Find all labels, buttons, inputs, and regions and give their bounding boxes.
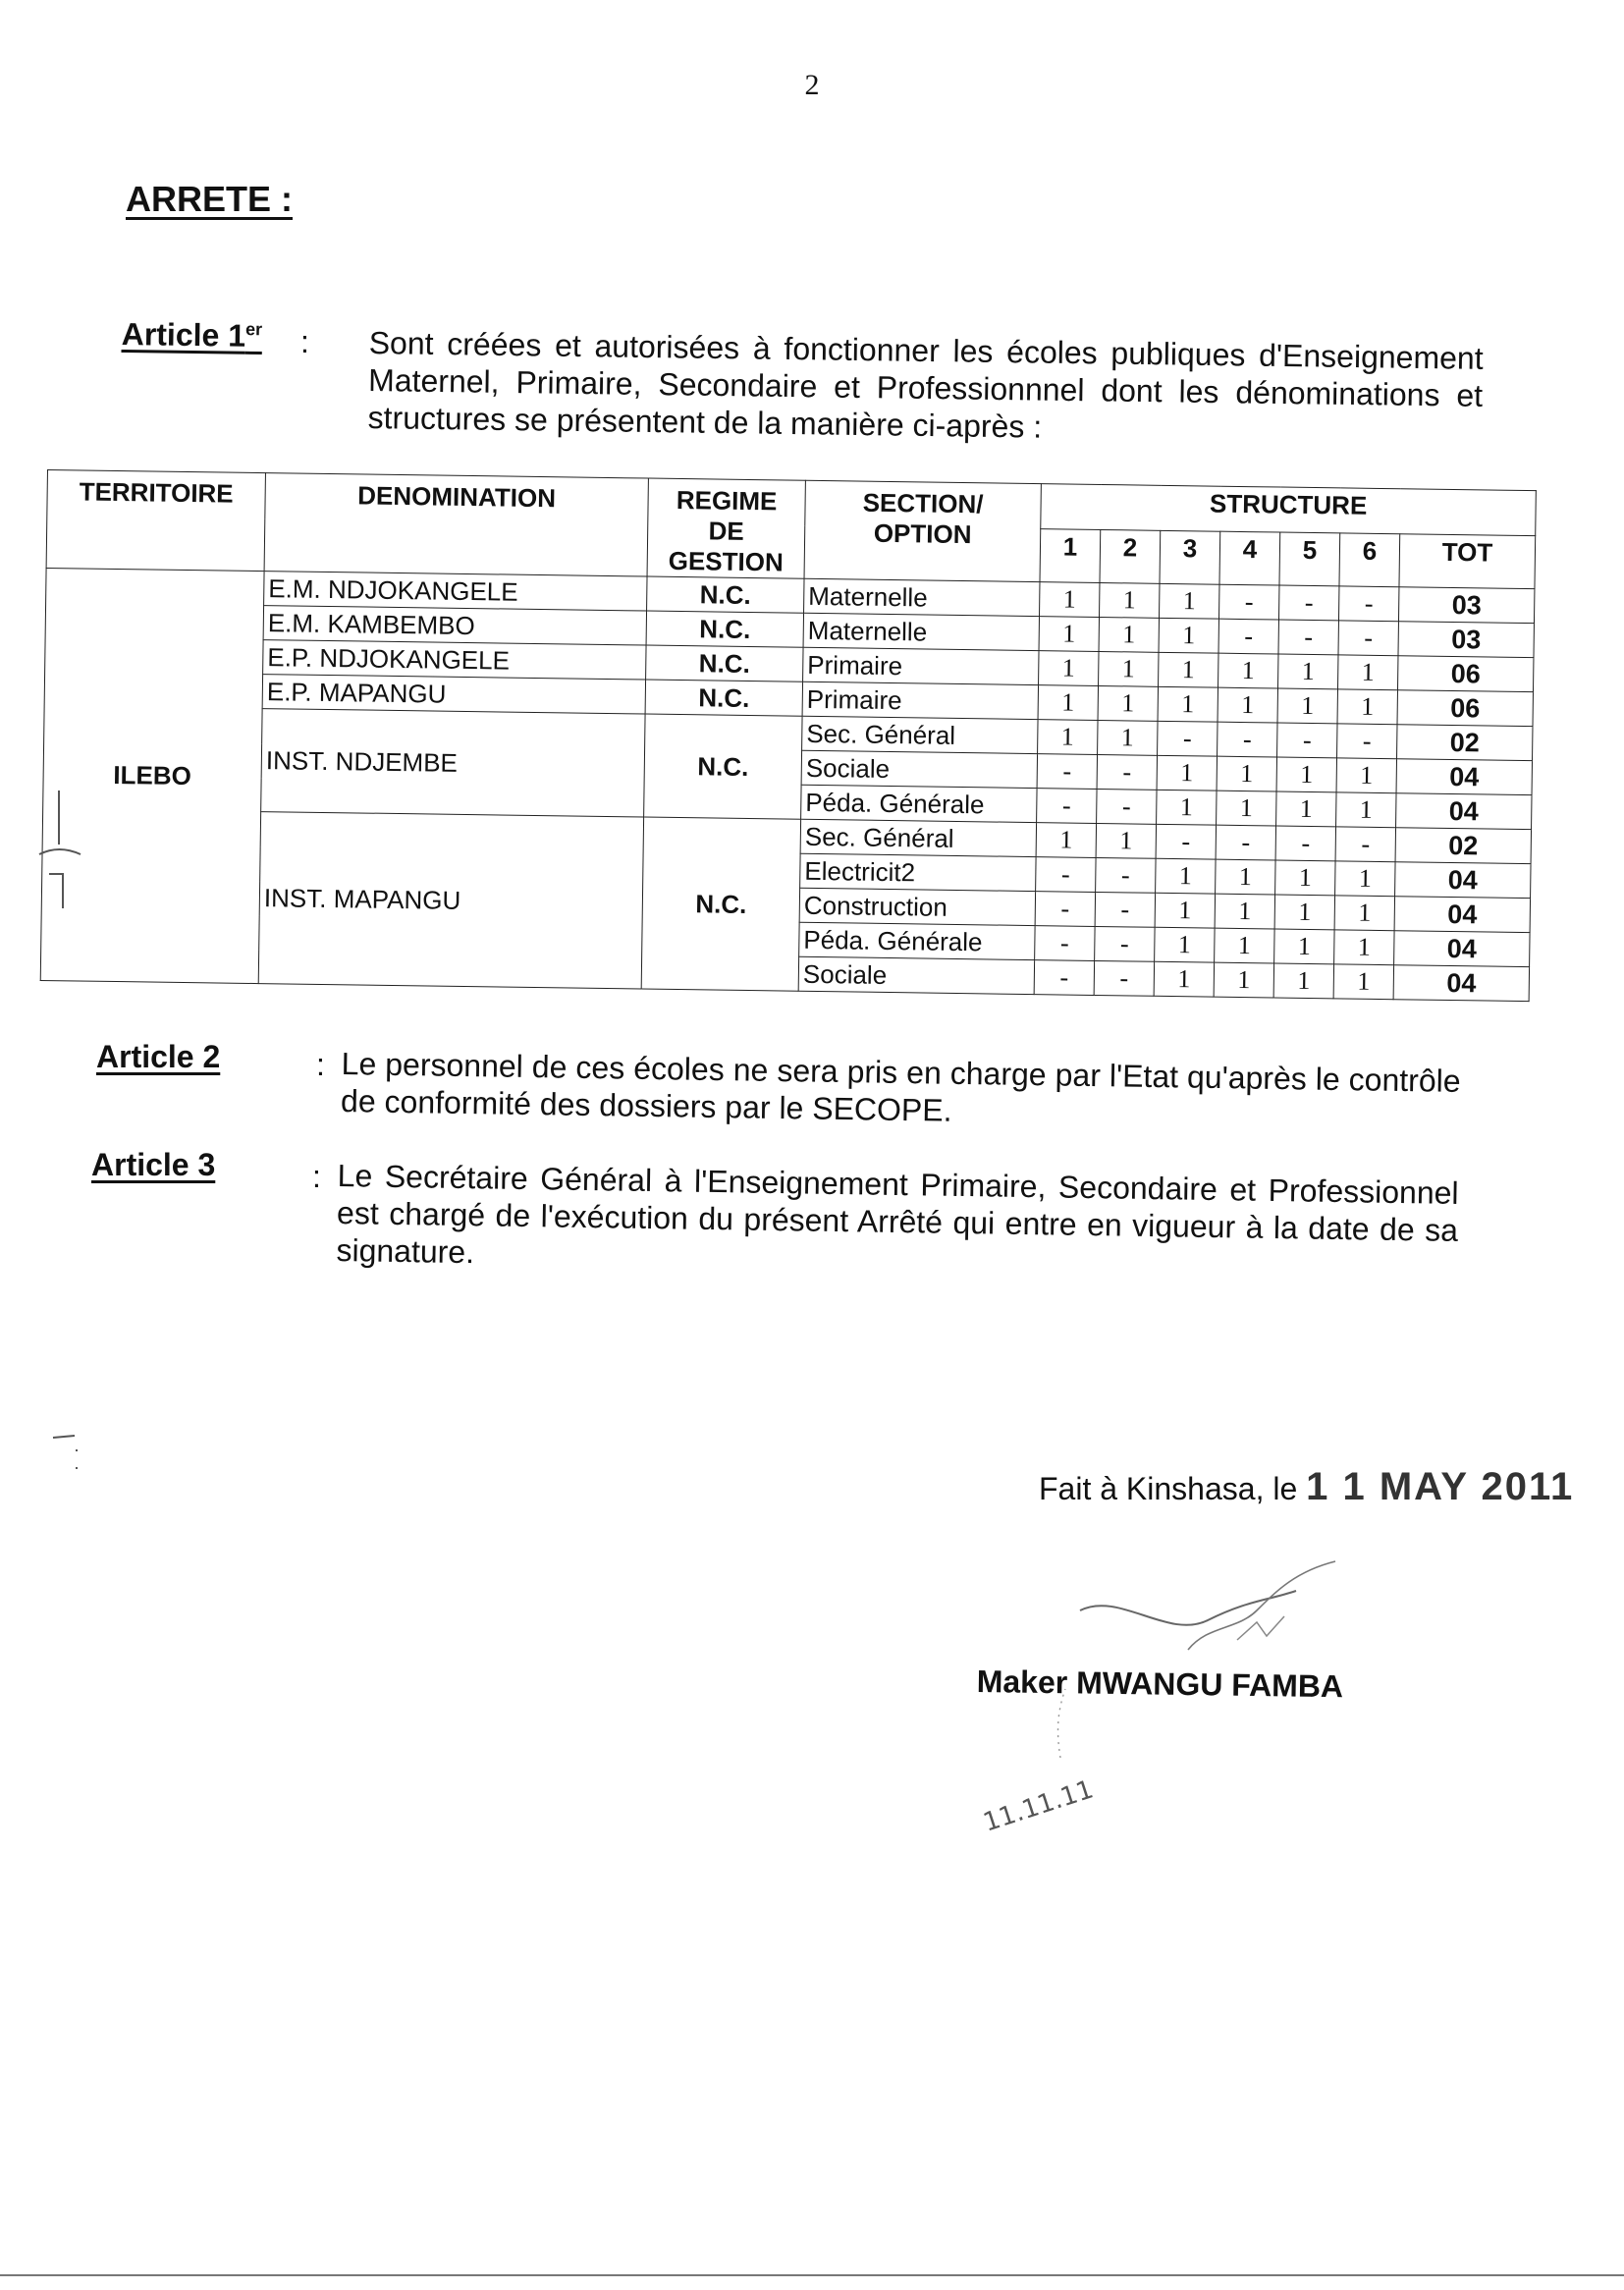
header-section-line-1: SECTION/: [862, 487, 984, 519]
section-cell: Péda. Générale: [799, 922, 1035, 959]
header-regime: [647, 478, 805, 578]
structure-cell: 1: [1274, 895, 1334, 930]
section-cell: Electricit2: [800, 853, 1036, 891]
structure-cell: 1: [1100, 582, 1160, 618]
structure-cell: 1: [1217, 791, 1276, 826]
structure-cell: -: [1158, 721, 1218, 756]
denomination-cell: INST. MAPANGU: [258, 812, 643, 989]
header-col-6: 6: [1339, 533, 1400, 587]
structure-cell: 1: [1273, 963, 1333, 999]
structure-cell: -: [1156, 824, 1216, 859]
structure-cell: -: [1338, 621, 1398, 656]
header-col-1: 1: [1040, 529, 1101, 583]
article-2-label: Article 2: [96, 1039, 221, 1074]
section-cell: Sec. Général: [800, 819, 1036, 856]
article-3-text: Le Secrétaire Général à l'Enseignement Primaire, Secondaire et Professionnel est chargé de l'exécution du présent Arrêté qui entre en vigueur à la date de sa signature.: [336, 1157, 1459, 1271]
margin-bracket-mark: [20, 786, 88, 913]
denomination-cell: INST. NDJEMBE: [261, 709, 645, 817]
structure-cell: 1: [1337, 689, 1397, 725]
header-col-2: 2: [1100, 530, 1161, 584]
header-col-3: 3: [1160, 531, 1220, 585]
structure-cell: 1: [1099, 651, 1159, 686]
structure-cell: 1: [1036, 823, 1096, 858]
structure-cell: 1: [1334, 930, 1394, 965]
structure-cell: -: [1095, 892, 1155, 927]
structure-cell: -: [1218, 584, 1278, 620]
structure-cell: -: [1338, 586, 1398, 622]
total-cell: 04: [1393, 965, 1530, 1002]
structure-cell: 1: [1215, 928, 1274, 963]
section-cell: Maternelle: [804, 578, 1040, 616]
article-3-colon: :: [312, 1159, 321, 1194]
denomination-cell: E.M. NDJOKANGELE: [264, 572, 647, 611]
structure-cell: 1: [1040, 582, 1100, 618]
total-cell: 03: [1398, 622, 1535, 658]
section-cell: Primaire: [802, 682, 1038, 719]
structure-cell: -: [1216, 825, 1275, 860]
section-cell: Maternelle: [803, 613, 1039, 650]
structure-cell: -: [1275, 826, 1335, 861]
structure-cell: -: [1097, 789, 1157, 824]
structure-cell: 1: [1336, 792, 1396, 828]
structure-cell: 1: [1156, 858, 1216, 894]
regime-cell: N.C.: [646, 645, 803, 682]
structure-cell: 1: [1218, 687, 1277, 723]
header-regime-line-1: REGIME: [676, 484, 778, 517]
header-regime-line-2: DE: [708, 516, 744, 546]
structure-cell: 1: [1214, 962, 1273, 998]
structure-cell: -: [1037, 789, 1097, 824]
denomination-cell: E.P. MAPANGU: [262, 675, 645, 714]
section-cell: Péda. Générale: [801, 785, 1037, 822]
structure-cell: 1: [1159, 652, 1218, 687]
territoire-cell: ILEBO: [40, 568, 264, 983]
structure-cell: 1: [1333, 964, 1393, 1000]
total-cell: 04: [1394, 897, 1531, 933]
structure-cell: 1: [1276, 791, 1336, 827]
article-1-label: [121, 316, 262, 354]
structure-cell: -: [1218, 619, 1278, 654]
section-cell: Sociale: [798, 956, 1034, 994]
scan-edge-line: [0, 2274, 1624, 2276]
structure-cell: 1: [1159, 618, 1218, 653]
total-cell: 06: [1397, 690, 1534, 727]
place-text: Fait à Kinshasa, le: [1039, 1471, 1298, 1506]
structure-cell: 1: [1334, 896, 1394, 931]
section-cell: Primaire: [803, 647, 1039, 684]
structure-cell: 1: [1216, 859, 1275, 895]
structure-cell: 1: [1275, 860, 1335, 896]
article-2-text: Le personnel de ces écoles ne sera pris en charge par l'Etat qu'après le contrôle de conformité des dossiers par le SECOPE.: [340, 1045, 1461, 1128]
total-cell: 03: [1398, 587, 1535, 624]
article-2-colon: :: [316, 1047, 325, 1082]
signature-annotation: 11.11.11: [979, 1774, 1098, 1838]
article-1-label-main: Article 1: [121, 316, 246, 354]
header-section: [804, 480, 1041, 581]
structure-cell: 1: [1039, 617, 1099, 652]
structure-cell: -: [1278, 585, 1338, 621]
structure-cell: -: [1278, 620, 1338, 655]
place-and-date: [1039, 1465, 1574, 1509]
structure-cell: -: [1037, 754, 1097, 790]
structure-cell: -: [1337, 724, 1397, 759]
total-cell: 02: [1395, 828, 1532, 864]
structure-cell: 1: [1336, 758, 1396, 793]
total-cell: 04: [1394, 931, 1531, 967]
header-col-5: 5: [1279, 532, 1340, 586]
page-number: 2: [804, 69, 820, 101]
total-cell: 04: [1396, 759, 1533, 795]
date-stamp: 1 1 MAY 2011: [1306, 1465, 1575, 1508]
denomination-cell: E.P. NDJOKANGELE: [263, 640, 646, 680]
header-regime-line-3: GESTION: [668, 545, 784, 577]
structure-cell: 1: [1159, 583, 1218, 619]
arrete-heading: ARRETE :: [126, 179, 293, 219]
total-cell: 04: [1395, 862, 1532, 899]
article-1-text: Sont créées et autorisées à fonctionner les écoles publiques d'Enseignement Maternel, Primaire, Secondaire et Professionnnel dont les dénominations et structures se présentent de la manière ci-après :: [367, 324, 1484, 445]
structure-cell: 1: [1277, 688, 1337, 724]
structure-cell: 1: [1274, 929, 1334, 964]
schools-table-wrapper: [40, 469, 1536, 1002]
article-1-label-sup: er: [244, 319, 263, 340]
header-territoire: TERRITOIRE: [46, 470, 265, 572]
header-col-tot: TOT: [1399, 534, 1536, 589]
structure-cell: -: [1218, 722, 1277, 757]
structure-cell: 1: [1038, 720, 1098, 755]
structure-cell: 1: [1157, 790, 1217, 825]
structure-cell: 1: [1335, 861, 1395, 897]
regime-cell: N.C.: [645, 680, 802, 716]
article-3-label: Article 3: [91, 1147, 216, 1182]
margin-dash-mark: [47, 1428, 86, 1487]
structure-cell: -: [1096, 857, 1156, 893]
section-cell: Construction: [799, 888, 1035, 925]
signatory-name: Maker MWANGU FAMBA: [976, 1663, 1344, 1705]
header-denomination: DENOMINATION: [264, 473, 648, 576]
structure-cell: -: [1097, 754, 1157, 790]
structure-cell: 1: [1154, 961, 1214, 997]
regime-cell: N.C.: [647, 576, 804, 613]
table-header-row: [47, 470, 1537, 536]
structure-cell: 1: [1038, 685, 1098, 721]
regime-cell: N.C.: [644, 714, 802, 819]
structure-cell: -: [1035, 892, 1095, 927]
structure-cell: 1: [1155, 927, 1215, 962]
structure-cell: -: [1035, 926, 1095, 961]
regime-cell: N.C.: [641, 817, 800, 991]
structure-cell: 1: [1098, 685, 1158, 721]
structure-cell: 1: [1099, 617, 1159, 652]
structure-cell: 1: [1157, 755, 1217, 791]
structure-cell: 1: [1278, 654, 1338, 689]
article-1-colon: :: [300, 324, 309, 359]
structure-cell: 1: [1276, 757, 1336, 792]
total-cell: 06: [1397, 656, 1534, 692]
structure-cell: -: [1095, 926, 1155, 961]
total-cell: 02: [1397, 725, 1534, 761]
structure-cell: -: [1034, 960, 1094, 996]
section-cell: Sociale: [801, 750, 1037, 788]
structure-cell: -: [1036, 857, 1096, 893]
structure-cell: 1: [1218, 653, 1278, 688]
regime-cell: N.C.: [646, 611, 803, 647]
structure-cell: 1: [1155, 893, 1215, 928]
structure-cell: -: [1277, 723, 1337, 758]
structure-cell: 1: [1217, 756, 1276, 791]
structure-cell: 1: [1039, 651, 1099, 686]
header-section-line-2: OPTION: [873, 518, 972, 550]
section-cell: Sec. Général: [802, 716, 1038, 753]
structure-cell: 1: [1158, 686, 1218, 722]
structure-cell: 1: [1215, 894, 1274, 929]
structure-cell: -: [1335, 827, 1395, 862]
header-col-4: 4: [1219, 531, 1280, 585]
total-cell: 04: [1396, 793, 1533, 830]
structure-cell: 1: [1338, 655, 1398, 690]
structure-cell: 1: [1098, 720, 1158, 755]
denomination-cell: E.M. KAMBEMBO: [263, 606, 646, 645]
structure-cell: 1: [1096, 823, 1156, 858]
structure-cell: -: [1094, 960, 1154, 996]
schools-table: [40, 469, 1537, 1002]
header-structure: STRUCTURE: [1041, 484, 1537, 536]
